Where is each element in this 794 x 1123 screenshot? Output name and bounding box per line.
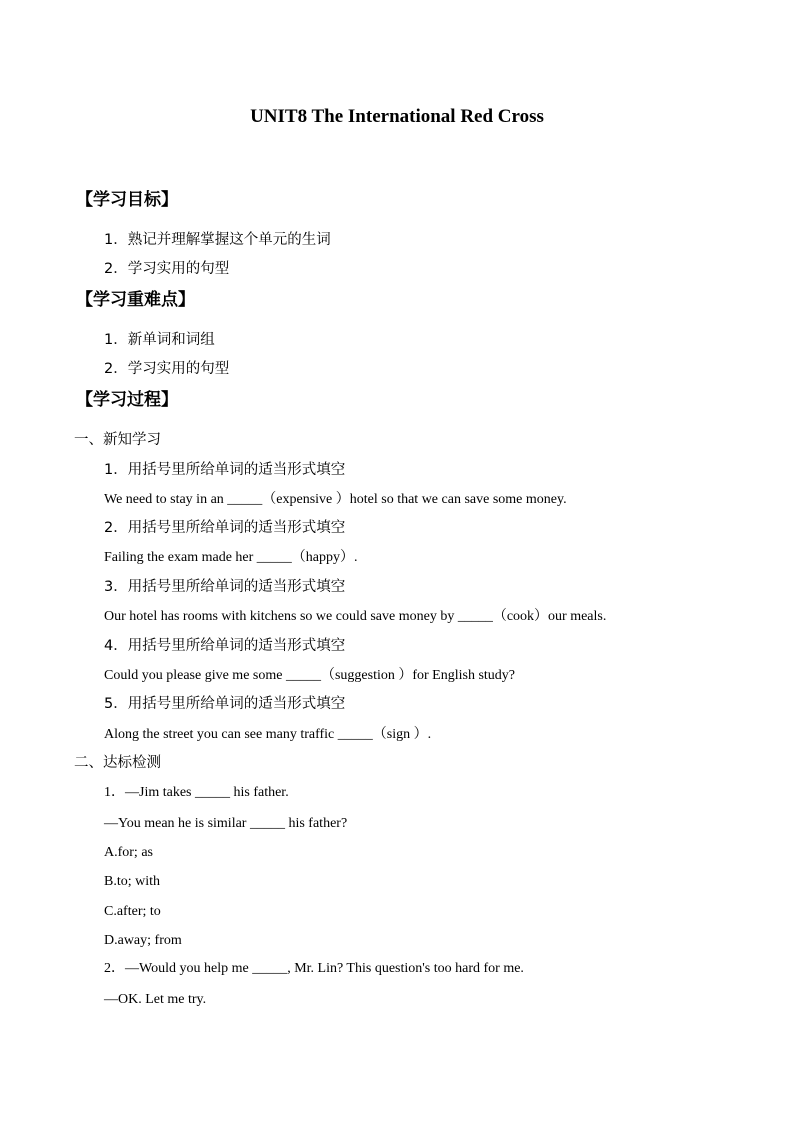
question-1-prompt: 1．用括号里所给单词的适当形式填空 — [104, 462, 346, 478]
question-3-prompt: 3．用括号里所给单词的适当形式填空 — [104, 579, 346, 595]
assessment-line-1: 1．—Jim takes _____ his father. — [104, 785, 289, 800]
goal-item-1: 1．熟记并理解掌握这个单元的生词 — [104, 232, 331, 248]
assessment-option-a: A.for; as — [104, 845, 153, 860]
assessment-line-4: —OK. Let me try. — [104, 992, 207, 1007]
question-2-sentence: Failing the exam made her _____（happy）. — [104, 550, 358, 565]
section-heading-goals: 【学习目标】 — [76, 190, 178, 210]
question-1-sentence: We need to stay in an _____（expensive ）hotel so that we can save some money. — [104, 492, 567, 507]
question-4-prompt: 4．用括号里所给单词的适当形式填空 — [104, 638, 346, 654]
question-5-sentence: Along the street you can see many traffic _____（sign ）. — [104, 727, 432, 742]
assessment-option-d: D.away; from — [104, 933, 182, 948]
part-heading-assessment: 二、达标检测 — [74, 755, 161, 771]
section-heading-process: 【学习过程】 — [76, 390, 178, 410]
question-2-prompt: 2．用括号里所给单词的适当形式填空 — [104, 520, 346, 536]
assessment-option-b: B.to; with — [104, 874, 161, 889]
question-4-sentence: Could you please give me some _____（suggestion ）for English study? — [104, 668, 516, 683]
section-heading-key-points: 【学习重难点】 — [76, 290, 195, 310]
assessment-line-3: 2．—Would you help me _____, Mr. Lin? This question's too hard for me. — [104, 961, 524, 976]
assessment-line-2: —You mean he is similar _____ his father? — [104, 816, 348, 831]
page-title: UNIT8 The International Red Cross — [250, 106, 544, 127]
key-point-item-2: 2．学习实用的句型 — [104, 361, 230, 377]
assessment-option-c: C.after; to — [104, 904, 161, 919]
goal-item-2: 2．学习实用的句型 — [104, 261, 230, 277]
question-3-sentence: Our hotel has rooms with kitchens so we could save money by _____（cook）our meals. — [104, 609, 607, 624]
key-point-item-1: 1．新单词和词组 — [104, 332, 215, 348]
part-heading-new-knowledge: 一、新知学习 — [74, 432, 161, 448]
question-5-prompt: 5．用括号里所给单词的适当形式填空 — [104, 696, 346, 712]
